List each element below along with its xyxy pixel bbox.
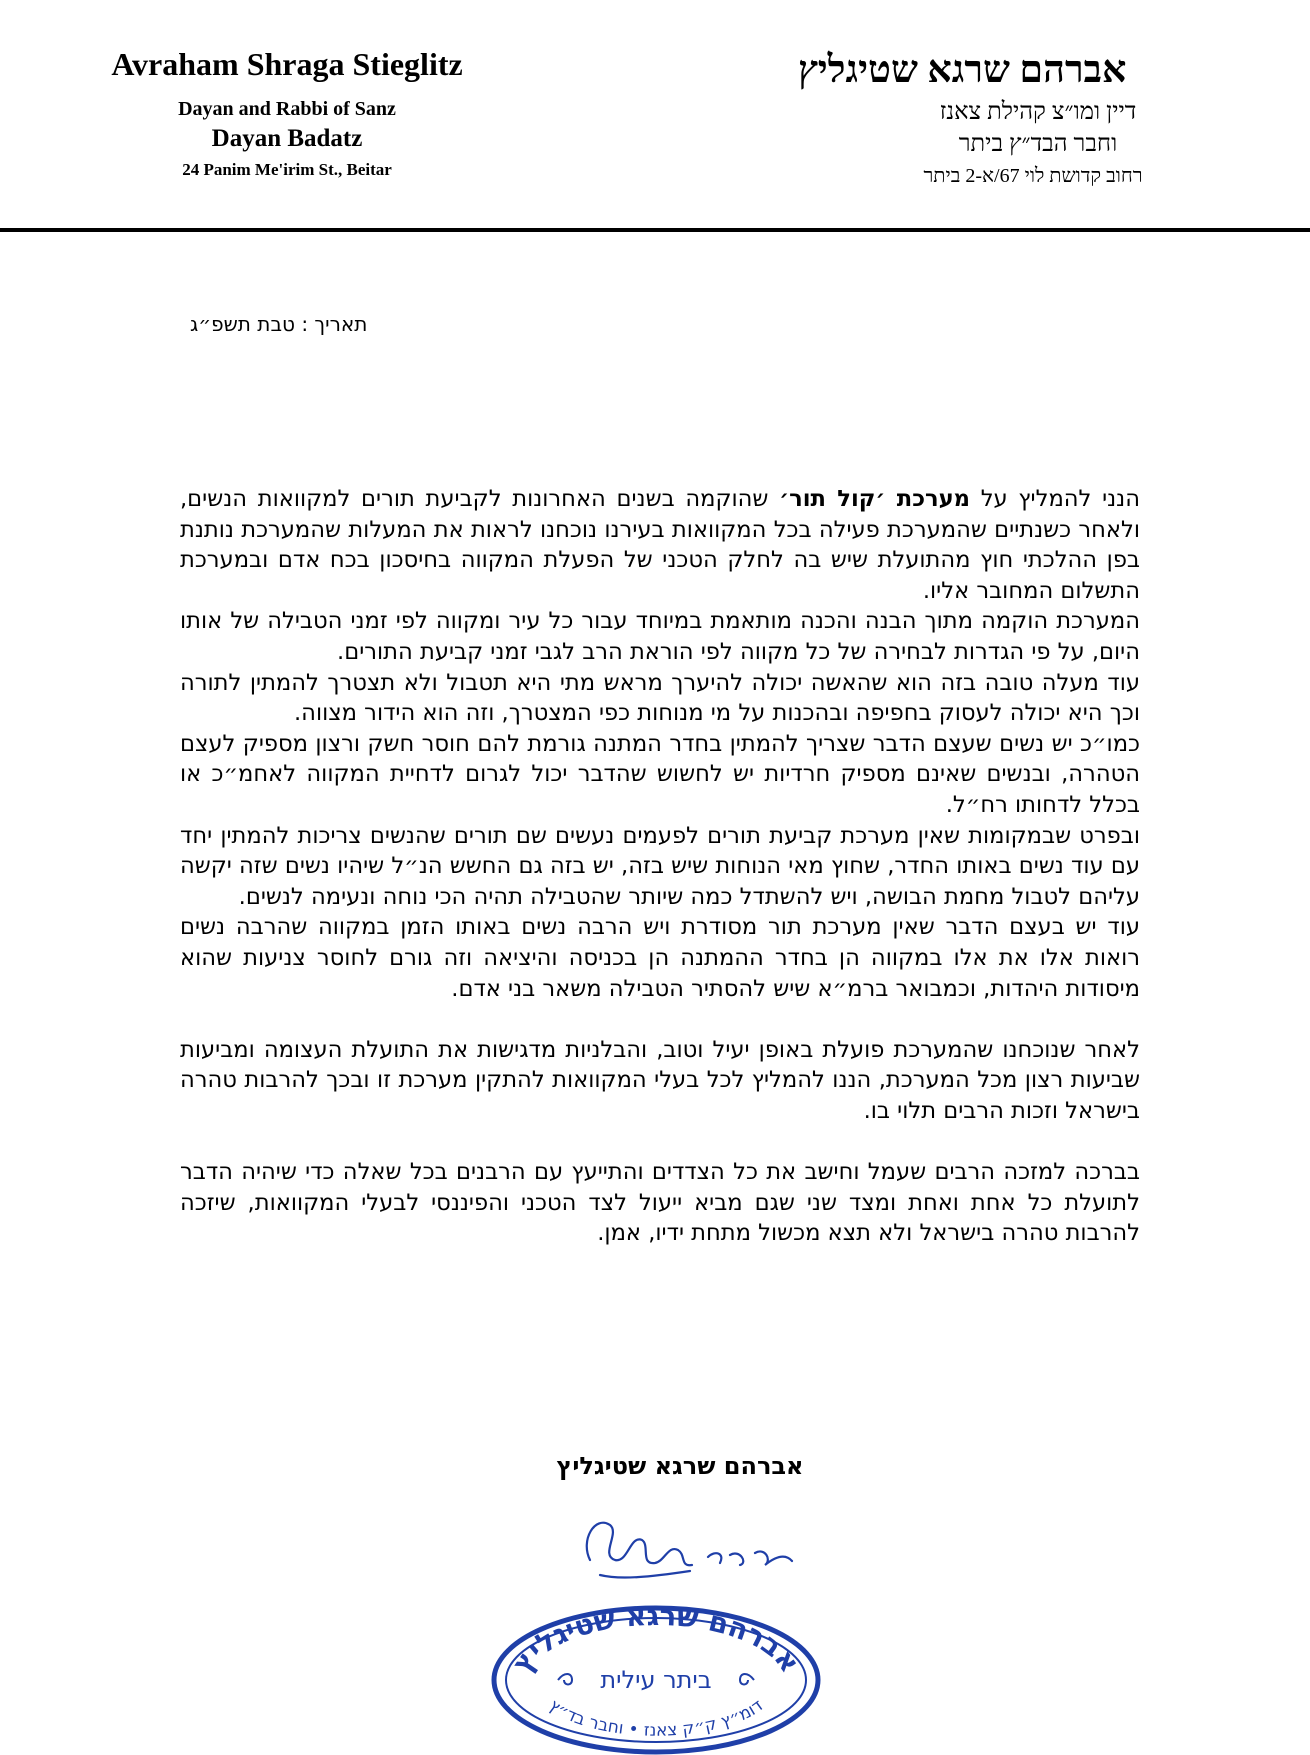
- paragraph-2: המערכת הוקמה מתוך הבנה והכנה מותאמת במיוחד עבור כל עיר ומקווה לפי זמני הטבילה של אותו היום, על פי הגדרות לבחירה של כל מקווה לפי הוראת הרב לגבי זמני קביעת התורים.: [180, 608, 1140, 665]
- title-english: Dayan and Rabbi of Sanz: [178, 98, 396, 120]
- paragraph-4: כמו״כ יש נשים שעצם הדבר שצריך להמתין בחדר המתנה גורמת להם חוסר חשק ורצון מספיק לעצם הטהרה, ובנשים שאינם מספיק חרדיות יש לחשוש שהדבר יכול לגרום לדחיית המקווה לאחמ״כ או בכלל לדחותו רח״ל.: [180, 730, 1140, 818]
- letter-body: [180, 484, 1140, 1249]
- title-badatz-english: Dayan Badatz: [211, 125, 363, 152]
- paragraph-1-rest: שהוקמה בשנים האחרונות לקביעת תורים למקוואות הנשים, ולאחר כשנתיים שהמערכת פעילה בכל המקוואות בעירנו נוכחנו לראות את המעלות שהמערכת נותנת בפן ההלכתי חוץ מהתועלת שיש בה לחלק הטכני של הפעלת המקווה בחיסכון בכח אדם ובמערכת התשלום המחובר אליו.: [180, 486, 1140, 604]
- title-badatz-hebrew: וחבר הבד״ץ ביתר: [958, 131, 1118, 157]
- letterhead-english: [72, 42, 502, 184]
- rabbinic-stamp: [486, 1590, 826, 1755]
- stamp-title: דומ״ץ ק״ק צאנז • וחבר בד״ץ: [544, 1695, 768, 1741]
- stamp-city: ביתר עילית: [600, 1666, 712, 1694]
- address-hebrew: רחוב קדושת לוי 67/א-2 ביתר: [923, 165, 1143, 187]
- letterhead: [0, 0, 1310, 240]
- paragraph-1-start: הנני להמליץ על: [970, 486, 1140, 512]
- system-name: מערכת ׳קול תור׳: [779, 486, 970, 512]
- paragraph-6: עוד יש בעצם הדבר שאין מערכת תור מסודרת ויש הרבה נשים באותו הזמן במקווה שהרבה נשים רואות אלו את אלו במקווה הן בחדר ההמתנה הן בכניסה והיציאה וזה גורם לחוסר צניעות שהוא מיסודות היהדות, וכמבואר ברמ״א שיש להסתיר הטבילה משאר בני אדם.: [180, 914, 1140, 1002]
- paragraph-8: בברכה למזכה הרבים שעמל וחישב את כל הצדדים והתייעץ עם הרבנים בכל שאלה כדי שיהיה הדבר לתועלת כל אחת ואחת ומצד שני שגם מביא ייעול לצד הטכני והפיננסי לבעלי המקוואות, שיזכה להרבות טהרה בישראל ולא תצא מכשול מתחת ידיו, אמן.: [180, 1159, 1140, 1247]
- stamp-name: אברהם שרגא שטיגליץ: [505, 1598, 807, 1679]
- rabbi-name-english: Avraham Shraga Stieglitz: [111, 46, 463, 82]
- title-hebrew: דיין ומו״צ קהילת צאנז: [939, 99, 1137, 125]
- letterhead-hebrew: [798, 48, 1238, 192]
- letterhead-divider: [0, 228, 1310, 232]
- paragraph-7: לאחר שנוכחנו שהמערכת פועלת באופן יעיל וטוב, והבלניות מדגישות את התועלת העצומה ומביעות שביעות רצון מכל המערכת, הננו להמליץ לכל בעלי המקוואות להתקין מערכת זו ובכך להרבות טהרה בישראל וזכות הרבים תלוי בו.: [180, 1036, 1140, 1124]
- paragraph-3: עוד מעלה טובה בזה הוא שהאשה יכולה להיערך מראש מתי היא תטבול ולא תצטרך להמתין לתורה וכך היא יכולה לעסוק בחפיפה ובהכנות על מי מנוחות כפי המצטרך, וזה הוא הידור מצווה.: [180, 669, 1140, 727]
- paragraph-1: [180, 484, 1140, 606]
- paragraph-5: ובפרט שבמקומות שאין מערכת קביעת תורים לפעמים נעשים שם תורים שהנשים צריכות להמתין יחד עם עוד נשים באותו החדר, שחוץ מאי הנוחות שיש בזה, יש בזה גם החשש הנ״ל שיהיו נשים שזה יקשה עליהם לטבול מחמת הבושה, ויש להשתדל כמה שיותר שהטבילה תהיה הכי נוחה ונעימה לנשים.: [180, 822, 1140, 910]
- address-english: 24 Panim Me'irim St., Beitar: [182, 160, 392, 179]
- letter-date: תאריך : טבת תשפ״ג: [190, 312, 368, 336]
- handwritten-signature: [560, 1505, 810, 1595]
- rabbi-name-hebrew: אברהם שרגא שטיגליץ: [798, 49, 1127, 91]
- signature-name: אברהם שרגא שטיגליץ: [556, 1452, 804, 1480]
